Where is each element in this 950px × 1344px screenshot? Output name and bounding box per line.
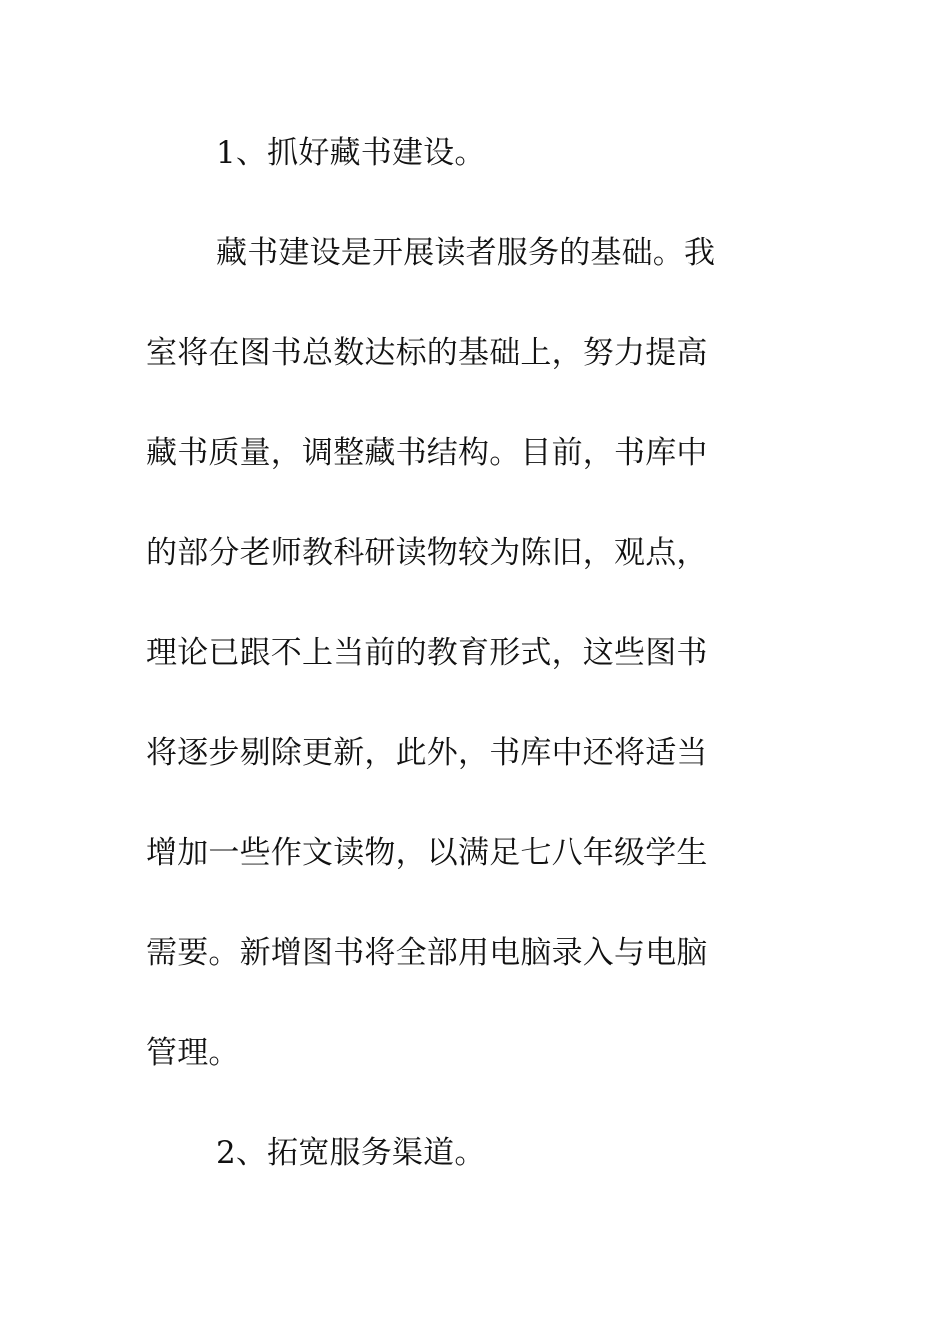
paragraph-line-9: 管理。 bbox=[146, 1035, 240, 1071]
paragraph-line-6: 将逐步剔除更新，此外，书库中还将适当 bbox=[146, 735, 708, 771]
paragraph-line-2: 室将在图书总数达标的基础上，努力提高 bbox=[146, 335, 708, 371]
paragraph-line-8: 需要。新增图书将全部用电脑录入与电脑 bbox=[146, 935, 708, 971]
paragraph-line-5: 理论已跟不上当前的教育形式，这些图书 bbox=[146, 635, 708, 671]
paragraph-line-3: 藏书质量，调整藏书结构。目前，书库中 bbox=[146, 435, 708, 471]
section-heading-2: 2、拓宽服务渠道。 bbox=[216, 1135, 486, 1171]
paragraph-line-1: 藏书建设是开展读者服务的基础。我 bbox=[216, 235, 716, 271]
section-heading-1: 1、抓好藏书建设。 bbox=[216, 135, 486, 171]
paragraph-line-7: 增加一些作文读物，以满足七八年级学生 bbox=[146, 835, 708, 871]
paragraph-line-4: 的部分老师教科研读物较为陈旧，观点， bbox=[146, 535, 708, 571]
